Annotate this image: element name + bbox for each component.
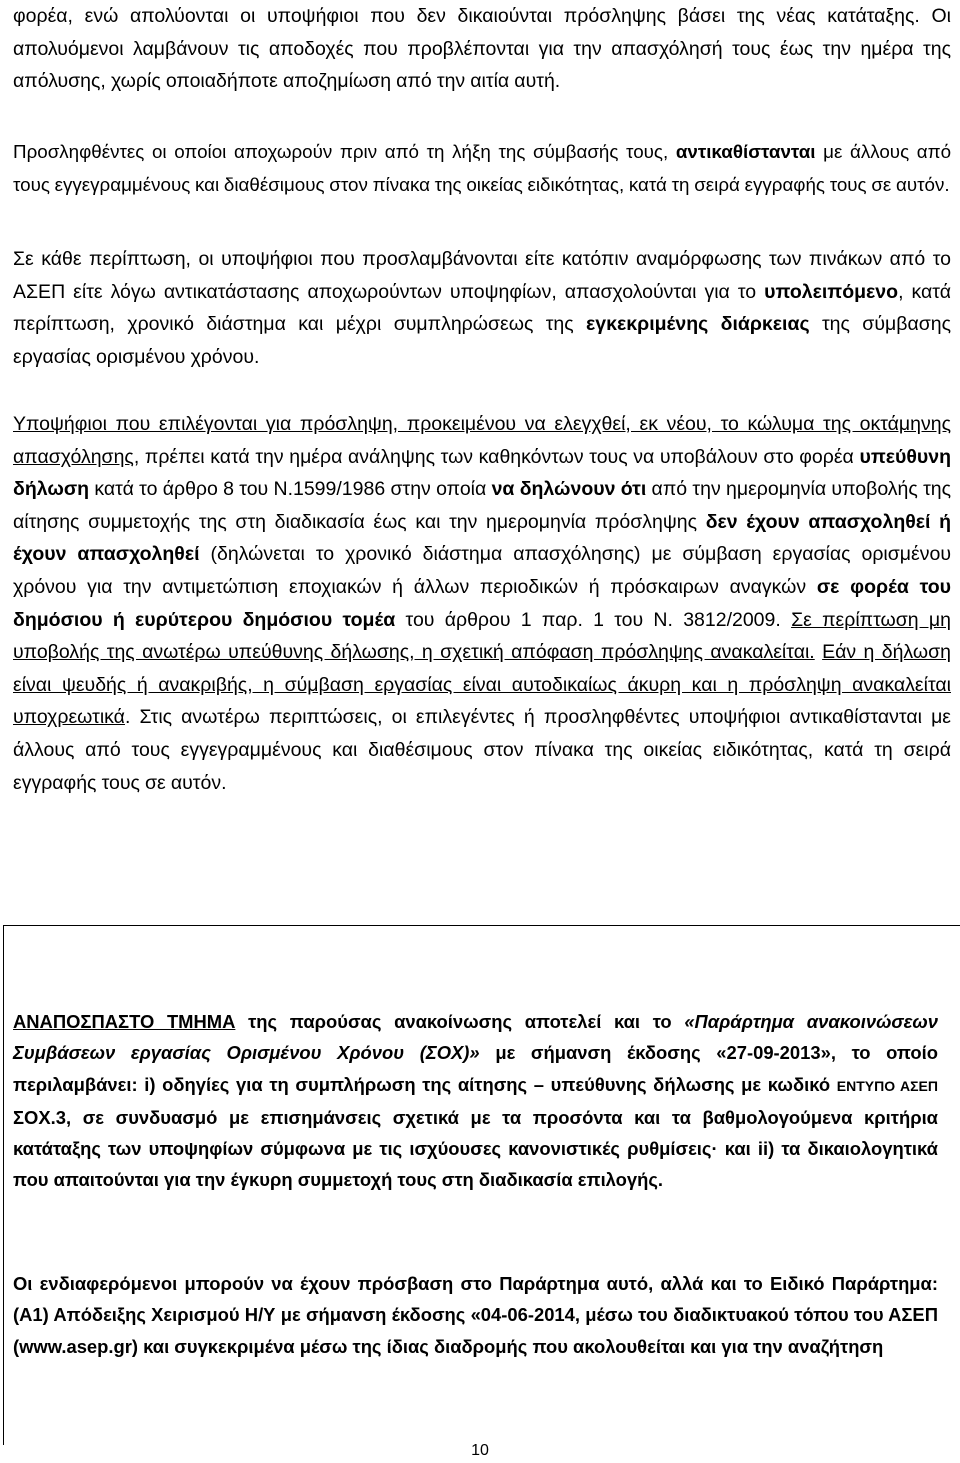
paragraph-text: φορέα, ενώ απολύονται οι υποψήφιοι που δεν δικαιούνται πρόσληψης βάσει της νέας κατάταξης. Οι απολυόμενοι λαμβάνουν τις αποδοχές που προβλέπονται για την απασχόλησή τους έως την ημέρα της απόλυσης, χωρίς οποιαδήποτε αποζημίωση από την αιτία αυτή.: [13, 5, 951, 93]
bold-text: υπεύθυνη δήλωση: [13, 445, 951, 501]
bold-text: εγκεκριμένης διάρκειας: [586, 313, 810, 336]
italic-text: «Παράρτημα ανακοινώσεων Συμβάσεων εργασίας Ορισμένου Χρόνου (ΣΟΧ)»: [13, 1011, 938, 1064]
paragraph-continuation: [13, 0, 951, 98]
paragraph-text: (δηλώνεται το χρονικό διάστημα απασχόλησης) με σύμβαση εργασίας ορισμένου χρόνου για την αντιμετώπιση εποχιακών ή άλλων περιοδικών ή πρόσκαιρων αναγκών: [13, 543, 951, 598]
paragraph-text: του άρθρου 1 παρ. 1 του Ν. 3812/2009.: [405, 608, 781, 631]
paragraph-text: με σήμανση έκδοσης «27-09-2013», το οποίο περιλαμβάνει: i) οδηγίες για τη συμπλήρωση της αίτησης – υπεύθυνης δήλωσης με κωδικό: [13, 1042, 938, 1095]
bold-text: να δηλώνουν ότι: [491, 478, 647, 501]
underlined-text: ΑΝΑΠΟΣΠΑΣΤΟ ΤΜΗΜΑ: [13, 1011, 236, 1032]
paragraph-text: της παρούσας ανακοίνωσης αποτελεί και το: [248, 1011, 672, 1032]
underlined-text: Σε περίπτωση μη υποβολής της ανωτέρω υπεύθυνης δήλωσης, η σχετική απόφαση πρόσληψης ανακαλείται.: [13, 608, 951, 664]
paragraph-text: της σύμβασης εργασίας ορισμένου χρόνου.: [13, 313, 952, 368]
underlined-text: Υποψήφιοι που επιλέγονται για πρόσληψη, προκειμένου να ελεγχθεί, εκ νέου, το κώλυμα της οκτάμηνης απασχόλησης,: [13, 413, 951, 468]
form-code-small: ΕΝΤΥΠΟ ΑΣΕΠ: [836, 1077, 938, 1094]
paragraph-declaration: [13, 408, 951, 799]
paragraph-text: , σε συνδυασμό με επισημάνσεις σχετικά με τα προσόντα και τα βαθμολογούμενα κριτήρια κατάταξης των υποψηφίων σύμφωνα με τις ισχύουσες κανονιστικές ρυθμίσεις· και ii) τα δικαιολογητικά που απαιτούνται για την έγκυρη συμμετοχή τους στη διαδικασία επιλογής.: [13, 1106, 938, 1191]
bold-text: υπολειπόμενο: [764, 280, 899, 303]
form-code: ΣΟΧ.3: [13, 1106, 66, 1128]
bold-text: αντικαθίστανται: [675, 141, 816, 162]
paragraph-replacement: [13, 136, 951, 201]
paragraph-text: με άλλους από τους εγγεγραμμένους και διαθέσιμους στον πίνακα της οικείας ειδικότητας, κατά τη σειρά εγγραφής τους σε αυτόν.: [13, 141, 952, 195]
bold-text: δεν έχουν απασχοληθεί ή έχουν απασχοληθεί: [13, 510, 952, 566]
paragraph-remaining-period: [13, 243, 951, 373]
notice-paragraph-access: [13, 1268, 938, 1362]
paragraph-text: πρέπει κατά την ημέρα ανάληψης των καθηκόντων τους να υποβάλουν στο φορέα: [144, 445, 854, 468]
paragraph-text: . Στις ανωτέρω περιπτώσεις, οι επιλεγέντες ή προσληφθέντες υποψήφιοι αντικαθίστανται με άλλους από τους εγγεγραμμένους και διαθέσιμους στον πίνακα της οικείας ειδικότητας, κατά τη σειρά εγγραφής τους σε αυτόν.: [13, 706, 951, 794]
bold-text: σε φορέα του δημόσιου ή ευρύτερου δημόσιου τομέα: [13, 575, 951, 631]
underlined-text: Εάν η δήλωση είναι ψευδής ή ανακριβής, η σύμβαση εργασίας είναι αυτοδικαίως άκυρη και η πρόσληψη ανακαλείται υποχρεωτικά: [13, 641, 951, 729]
page-number: 10: [471, 1442, 489, 1459]
paragraph-text: από την ημερομηνία υποβολής της αίτησης συμμετοχής της στη διαδικασία έως και την ημερομηνία πρόσληψης: [13, 478, 952, 533]
paragraph-text: , κατά περίπτωση, χρονικό διάστημα και μέχρι συμπληρώσεως της: [13, 280, 951, 336]
paragraph-text: Σε κάθε περίπτωση, οι υποψήφιοι που προσλαμβάνονται είτε κατόπιν αναμόρφωσης των πινάκων από το ΑΣΕΠ είτε λόγω αντικατάστασης αποχωρούντων υποψηφίων, απασχολούνται για το: [13, 248, 951, 303]
paragraph-text: κατά το άρθρο 8 του Ν.1599/1986 στην οποία: [94, 478, 487, 501]
notice-paragraph-annex: [13, 1006, 938, 1196]
paragraph-text: Οι ενδιαφερόμενοι μπορούν να έχουν πρόσβαση στο Παράρτημα αυτό, αλλά και το Ειδικό Παράρτημα: (Α1) Απόδειξης Χειρισμού Η/Υ με σήμανση έκδοσης «04-06-2014, μέσω του διαδικτυακού τόπου του ΑΣΕΠ (www.asep.gr) και συγκεκριμένα μέσω της ίδιας διαδρομής που ακολουθείται και για την αναζήτηση: [13, 1273, 938, 1357]
paragraph-text: Προσληφθέντες οι οποίοι αποχωρούν πριν από τη λήξη της σύμβασής τους,: [13, 141, 669, 162]
